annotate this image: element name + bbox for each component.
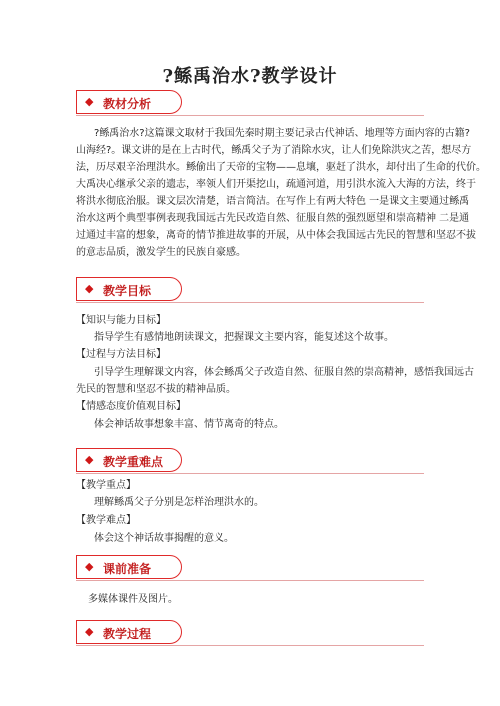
section-divider — [76, 302, 424, 303]
keypoint-label-difficulty: 【教学难点】 — [76, 515, 136, 526]
paragraph-line: 山海经?。课文讲的是在上古时代，鲧禹父子为了消除水灾，让人们免除洪灾之苦，想尽方 — [76, 145, 472, 156]
section-divider — [76, 115, 424, 116]
document-title: ?鲧禹治水?教学设计 — [162, 66, 338, 87]
diamond-icon: ◆ — [85, 453, 94, 466]
section-heading-label: 课前准备 — [103, 562, 152, 576]
diamond-icon: ◆ — [85, 625, 94, 638]
goal-text-emotion: 体会神话故事想象丰富、情节离奇的特点。 — [94, 419, 284, 430]
paragraph-line: 过通过丰富的想象，离奇的情节推进故事的开展，从中体会我国远古先民的智慧和坚忍不拔 — [76, 230, 476, 241]
paragraph-line: ?鲧禹治水?这篇课文取材于我国先秦时期主要记录古代神话、地理等方面内容的古籍? — [94, 128, 470, 139]
goal-label-process: 【过程与方法目标】 — [76, 349, 166, 360]
goal-label-knowledge: 【知识与能力目标】 — [76, 315, 166, 326]
keypoint-label-focus: 【教学重点】 — [76, 480, 136, 491]
section-heading-label: 教材分析 — [103, 97, 152, 111]
section-heading-materials — [76, 90, 182, 114]
goal-text-process: 先民的智慧和坚忍不拔的精神品质。 — [76, 384, 236, 395]
section-divider — [76, 473, 424, 474]
paragraph-line: 大禹决心继承父亲的遗志，率领人们开渠挖山，疏通河道，用引洪水流入大海的方法，终于 — [76, 179, 476, 190]
paragraph-line: 将洪水彻底治服。课文层次清楚，语言简洁。在写作上有两大特色 一是课文主要通过鲧禹 — [76, 196, 470, 207]
section-heading-label: 教学过程 — [103, 627, 152, 641]
diamond-icon: ◆ — [85, 282, 94, 295]
diamond-icon: ◆ — [85, 95, 94, 108]
paragraph-line: 的意志品质，激发学生的民族自豪感。 — [76, 247, 246, 258]
goal-label-emotion: 【情感态度价值观目标】 — [76, 401, 186, 412]
diamond-icon: ◆ — [85, 560, 94, 573]
section-heading-process — [76, 620, 182, 644]
section-heading-label: 教学重难点 — [103, 455, 164, 469]
paragraph-line: 法，历尽艰辛治理洪水。鲧偷出了天帝的宝物——息壤，驱赶了洪水，却付出了生命的代价。 — [76, 162, 486, 173]
section-heading-goals — [76, 277, 182, 301]
section-heading-prep — [76, 555, 182, 579]
section-divider — [76, 580, 424, 581]
goal-text-process: 引导学生理解课文内容，体会鲧禹父子改造自然、征服自然的崇高精神，感悟我国远古 — [94, 367, 474, 378]
keypoint-text-focus: 理解鲧禹父子分别是怎样治理洪水的。 — [94, 497, 264, 508]
section-heading-keypoints — [76, 448, 182, 472]
section-divider — [76, 645, 424, 646]
section-heading-label: 教学目标 — [103, 284, 152, 298]
paragraph-line: 治水这两个典型事例表现我国远古先民改造自然、征服自然的强烈愿望和崇高精神 二是通 — [76, 213, 470, 224]
prep-text: 多媒体课件及图片。 — [88, 594, 178, 605]
goal-text-knowledge: 指导学生有感情地朗读课文，把握课文主要内容，能复述这个故事。 — [94, 332, 394, 343]
keypoint-text-difficulty: 体会这个神话故事揭醒的意义。 — [94, 533, 234, 544]
